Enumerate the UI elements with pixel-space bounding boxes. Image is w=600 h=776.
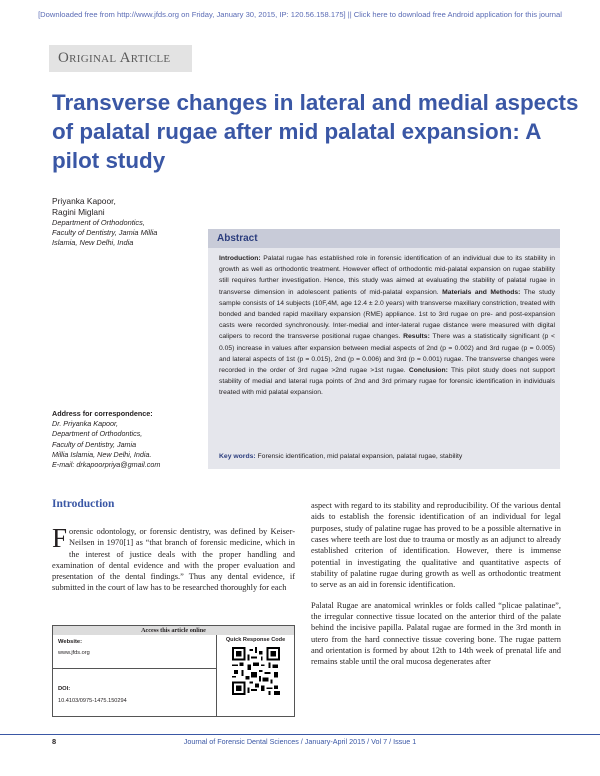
website-link[interactable]: www.jfds.org xyxy=(58,650,90,656)
correspondence-block xyxy=(52,409,202,470)
author-affiliation: Faculty of Dentistry, Jamia Millia xyxy=(52,228,158,237)
qr-panel xyxy=(216,635,294,716)
author-name: Priyanka Kapoor, xyxy=(52,196,116,206)
keywords-text: Forensic identification, mid palatal expansion, palatal rugae, stability xyxy=(255,453,463,460)
body-paragraph: Palatal Rugae are anatomical wrinkles or folds called “plicae palatinae”, the irregular connective tissue located on the anterior third of the palate behind the incisive papilla. Palatal rugae are formed in the 3rd month in utero from the hard connective tissue covering bone. The rugae pattern and orientation is formed by about 12th to 14th week of prenatal life and remains stable until the oral mucosa degenerates after xyxy=(311,600,561,667)
abstract-results-label: Results: xyxy=(400,333,430,341)
keywords-line xyxy=(219,452,555,462)
article-type-label: Original Article xyxy=(49,45,192,72)
qr-code-icon[interactable] xyxy=(232,647,280,695)
access-box-title: Access this article online xyxy=(53,626,294,635)
footer-rule xyxy=(0,734,600,735)
keywords-label: Key words: xyxy=(219,453,256,460)
divider xyxy=(53,668,216,669)
author-affiliation: Department of Orthodontics, xyxy=(52,218,145,227)
abstract-methods-text: The study sample consists of 14 subjects (10F,4M, age 12.4 ± 2.0 years) with transverse maxillary constriction, treated with bonded and banded rapid maxillary expansion (RME) appliance. 1st to 3rd rugae on pre- and post-expansion casts were recorded synchronously. Inter-medial and inter-lateral rugae distance were measured with digital calipers to record the transverse positional rugae changes. xyxy=(219,288,555,341)
abstract-text xyxy=(219,253,555,399)
intro-paragraph: orensic odontology, or forensic dentistry, was defined by Keiser-Neilsen in 1970[1] as “that branch of forensic medicine, which in the interest of justice deals with the proper handling and examination of dental evidence and with the proper evaluation and presentation of the dental findings.” Thus any dental evidence, if submitted in the court of law has to be researched thoroughly for each xyxy=(52,527,295,593)
body-column-right xyxy=(311,500,561,668)
correspondence-line: Millia Islamia, New Delhi, India. xyxy=(52,449,152,459)
author-block xyxy=(52,196,202,248)
abstract-results-text: There was a statistically significant (p < 0.05) increase in values after expansion between medial aspects of 2nd (p = 0.002) and 3rd rugae (p = 0.005) and lateral aspects of 1st (p = 0.015), 2nd (p = 0.006) and 3rd (p = 0.001) rugae. The transverse changes were recorded in the order of 3rd rugae >2nd rugae >1st rugae. xyxy=(219,333,555,375)
download-banner[interactable]: [Downloaded free from http://www.jfds.org on Friday, January 30, 2015, IP: 120.56.158.175] || Click here to download free Android application for this journal xyxy=(38,10,562,19)
abstract-conclusion-text: This pilot study does not support stability of medial and lateral ruga points of 2nd and 3rd primary rugae for forensic identification in individuals treated with mid palatal expansion. xyxy=(219,367,556,397)
doi-label: DOI: xyxy=(58,686,71,692)
author-name: Ragini Miglani xyxy=(52,207,105,217)
website-label: Website: xyxy=(58,639,83,645)
correspondence-line: Department of Orthodontics, xyxy=(52,429,143,439)
abstract-intro-text: Palatal rugae has established role in forensic identification of an individual due to its stability in growth as well as orthodontic treatment. However effect of orthodontic mid-palatal expansion on rugae stability still requires further investigation. Hence, this study was aimed at evaluating the stability of palatal rugae in transverse dimension in adolescent patients of mid-palatal expansion. xyxy=(219,255,555,296)
body-column-left xyxy=(52,523,295,594)
abstract-heading: Abstract xyxy=(208,229,560,248)
body-paragraph: aspect with regard to its stability and reproducibility. Of the various dental aids to establish the forensic identification of an individual for legal purposes, study of palatine rugae has proved to be a possible alternative in cases where teeth are lost due to trauma or mostly as an adjunct to already established criterion of identification. However, there is immense potential in investigating the qualitative and quantitative aspects of stability of palatine rugae during growth as well as orthodontic treatment to serve as an aid in forensic identification. xyxy=(311,501,561,590)
page-number: 8 xyxy=(52,737,57,746)
access-details xyxy=(53,635,216,716)
correspondence-line: Dr. Priyanka Kapoor, xyxy=(52,419,119,429)
drop-cap: F xyxy=(52,523,68,553)
correspondence-label: Address for correspondence: xyxy=(52,409,153,418)
doi-value[interactable]: 10.4103/0975-1475.150294 xyxy=(58,698,127,704)
access-online-box xyxy=(52,625,295,717)
journal-footer: Journal of Forensic Dental Sciences / January-April 2015 / Vol 7 / Issue 1 xyxy=(183,737,417,746)
correspondence-line: Faculty of Dentistry, Jamia xyxy=(52,439,137,449)
introduction-heading: Introduction xyxy=(52,498,115,510)
abstract-methods-label: Materials and Methods: xyxy=(438,288,521,296)
article-title: Transverse changes in lateral and medial aspects of palatal rugae after mid palatal expansion: A pilot study xyxy=(52,90,579,173)
qr-label: Quick Response Code xyxy=(225,637,286,643)
correspondence-email[interactable]: E-mail: drkapoorpriya@gmail.com xyxy=(52,460,161,470)
author-affiliation: Islamia, New Delhi, India xyxy=(52,238,134,247)
abstract-box xyxy=(208,229,560,469)
abstract-intro-label: Introduction: xyxy=(219,255,261,262)
abstract-conclusion-label: Conclusion: xyxy=(405,367,448,375)
